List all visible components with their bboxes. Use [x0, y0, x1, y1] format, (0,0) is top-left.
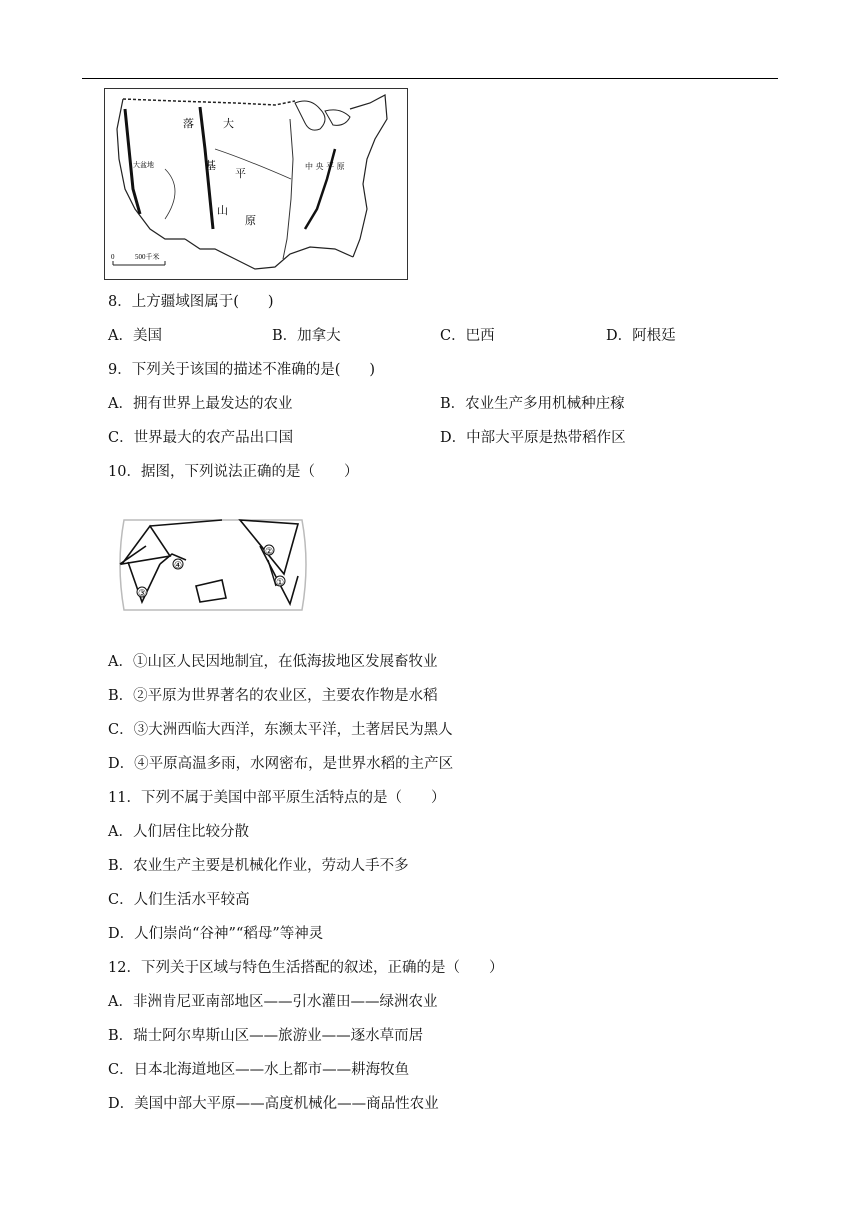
question-stem: 下列关于该国的描述不准确的是( ) [131, 362, 376, 378]
question-number: 8． [108, 294, 132, 310]
option-letter: A． [108, 994, 133, 1010]
q8-option-a[interactable] [108, 326, 162, 346]
basin-label: 大盆地 [133, 161, 154, 169]
q10-option-a[interactable] [108, 652, 437, 672]
q10-option-d[interactable] [108, 754, 453, 774]
option-letter: C． [108, 892, 134, 908]
marker-3: ③ [138, 589, 147, 599]
option-text: 美国中部大平原——高度机械化——商品性农业 [134, 1096, 439, 1112]
question-number: 9． [108, 362, 132, 378]
option-text: ④平原高温多雨，水网密布，是世界水稻的主产区 [134, 756, 454, 772]
option-text: 人们居住比较分散 [132, 824, 249, 840]
option-text: 瑞士阿尔卑斯山区——旅游业——逐水草而居 [133, 1028, 424, 1044]
question-number: 10． [108, 464, 141, 480]
q12-option-b[interactable] [108, 1026, 423, 1046]
q8-option-b[interactable] [272, 326, 341, 346]
option-letter: D． [108, 756, 135, 772]
option-letter: D． [108, 926, 135, 942]
q8-option-d[interactable] [606, 326, 676, 346]
option-letter: D． [606, 328, 633, 344]
q8-option-c[interactable] [440, 326, 495, 346]
option-text: 世界最大的农产品出口国 [133, 430, 294, 446]
option-letter: A． [108, 824, 133, 840]
question-10 [108, 462, 358, 482]
us-map-figure [104, 88, 408, 280]
option-letter: D． [108, 1096, 135, 1112]
option-letter: C． [440, 328, 466, 344]
option-text: 人们生活水平较高 [133, 892, 250, 908]
central-plain-label: 中 央 平 原 [305, 162, 345, 171]
question-stem: 下列关于区域与特色生活搭配的叙述，正确的是（ ） [140, 960, 504, 976]
option-letter: B． [108, 688, 134, 704]
option-letter: D． [440, 430, 467, 446]
question-12 [108, 958, 503, 978]
header-rule [82, 78, 778, 79]
rocky-char-3: 山 [217, 204, 228, 217]
option-letter: B． [108, 858, 134, 874]
option-text: 中部大平原是热带稻作区 [466, 430, 626, 446]
option-text: 美国 [132, 328, 162, 344]
q9-option-b[interactable] [440, 394, 625, 414]
option-letter: A． [108, 654, 133, 670]
scale-label: 500千米 [135, 253, 160, 261]
option-text: 阿根廷 [632, 328, 676, 344]
q12-option-a[interactable] [108, 992, 437, 1012]
q11-option-a[interactable] [108, 822, 249, 842]
q12-option-c[interactable] [108, 1060, 409, 1080]
q9-option-d[interactable] [440, 428, 626, 448]
option-text: 人们崇尚“谷神”“稻母”等神灵 [134, 926, 324, 942]
question-stem: 下列不属于美国中部平原生活特点的是（ ） [140, 790, 446, 806]
option-letter: B． [108, 1028, 134, 1044]
world-map-figure [112, 506, 312, 622]
q10-option-b[interactable] [108, 686, 438, 706]
option-letter: B． [272, 328, 298, 344]
question-9 [108, 360, 375, 380]
q9-option-a[interactable] [108, 394, 292, 414]
q9-option-c[interactable] [108, 428, 293, 448]
option-text: 农业生产多用机械种庄稼 [465, 396, 625, 412]
plain-char-2: 平 [235, 167, 246, 180]
marker-4: ④ [174, 561, 183, 571]
option-text: 加拿大 [297, 328, 341, 344]
option-text: ②平原为世界著名的农业区，主要农作物是水稻 [133, 688, 438, 704]
option-letter: A． [108, 396, 133, 412]
option-letter: B． [440, 396, 466, 412]
rocky-char-2: 基 [205, 159, 216, 172]
marker-2: ② [265, 547, 274, 557]
q11-option-d[interactable] [108, 924, 323, 944]
option-letter: C． [108, 722, 134, 738]
option-text: 拥有世界上最发达的农业 [132, 396, 293, 412]
question-11 [108, 788, 445, 808]
q12-option-d[interactable] [108, 1094, 439, 1114]
option-text: ③大洲西临大西洋，东濒太平洋，土著居民为黑人 [133, 722, 453, 738]
q10-option-c[interactable] [108, 720, 453, 740]
marker-1: ① [276, 578, 285, 588]
option-letter: C． [108, 1062, 134, 1078]
option-text: 日本北海道地区——水上都市——耕海牧鱼 [133, 1062, 410, 1078]
q11-option-c[interactable] [108, 890, 250, 910]
rocky-char-1: 落 [183, 117, 194, 130]
scale-zero: 0 [111, 253, 115, 261]
q11-option-b[interactable] [108, 856, 409, 876]
option-text: 农业生产主要是机械化作业，劳动人手不多 [133, 858, 409, 874]
question-stem: 据图，下列说法正确的是（ ） [140, 464, 359, 480]
option-text: 非洲肯尼亚南部地区——引水灌田——绿洲农业 [132, 994, 438, 1010]
question-number: 11． [108, 790, 141, 806]
plain-char-3: 原 [245, 214, 256, 227]
question-number: 12． [108, 960, 141, 976]
question-8 [108, 292, 274, 312]
option-letter: A． [108, 328, 133, 344]
option-letter: C． [108, 430, 134, 446]
plain-char-1: 大 [223, 117, 234, 130]
question-stem: 上方疆域图属于( ) [131, 294, 274, 310]
option-text: 巴西 [465, 328, 495, 344]
option-text: ①山区人民因地制宜，在低海拔地区发展畜牧业 [132, 654, 438, 670]
